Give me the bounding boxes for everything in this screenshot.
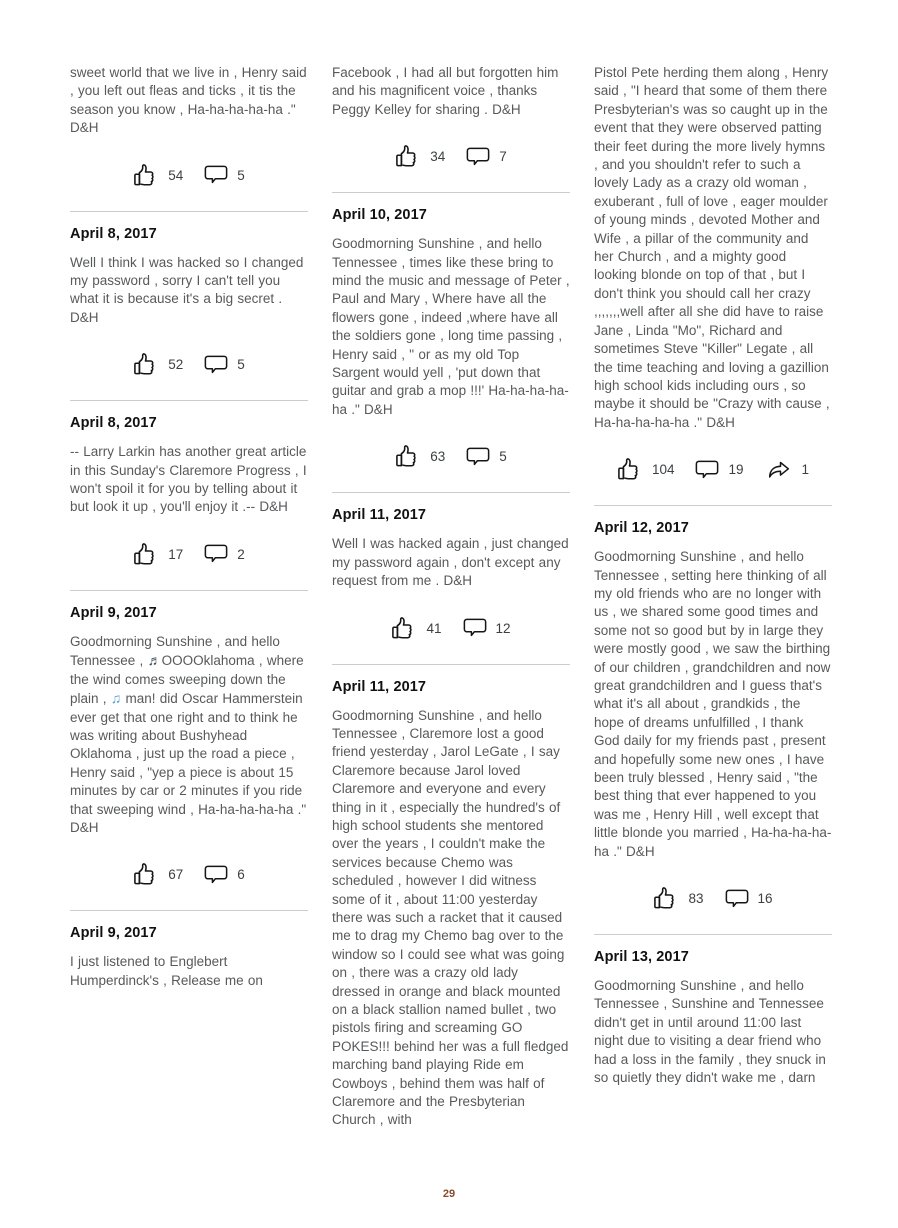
post-date: April 10, 2017 xyxy=(332,207,427,224)
post-body: Pistol Pete herding them along , Henry said , "I heard that some of them there Presbyterian's was so caught up in the event that they were observed patting their feet during the more lively hymns , and you shouldn't refer to such a lovely Lady as a crazy old woman , exuberant , full of love , eager moulder of young minds , devoted Mother and Wife , a pillar of the community and her Church , and a mighty good looking blonde on top of that , but I don't think you should call her crazy ,,,,,,,well after all she did have to raise Jane , Linda "Mo", Richard and sometimes Steve "Killer" Legate , all the time teaching and loving a gazillion high school kids including ours , so maybe it should be "Crazy with cause , Ha-ha-ha-ha-ha ." D&H xyxy=(594,65,830,430)
share-count: 1 xyxy=(801,462,810,478)
post-divider xyxy=(332,492,570,493)
post-date: April 8, 2017 xyxy=(70,225,157,242)
like-count: 54 xyxy=(168,167,184,183)
like-count: 34 xyxy=(430,149,446,165)
like-count: 83 xyxy=(688,891,704,907)
comment-count: 7 xyxy=(499,149,507,165)
post-date: April 8, 2017 xyxy=(70,415,157,432)
post-divider xyxy=(332,664,570,665)
comment-group xyxy=(203,352,245,378)
thumbs-up-icon xyxy=(133,351,160,378)
comment-bubble-icon xyxy=(203,162,229,188)
post-divider xyxy=(70,211,308,212)
comment-group xyxy=(724,886,773,912)
comment-group xyxy=(203,541,245,567)
comment-bubble-icon xyxy=(724,886,750,912)
post-body: Goodmorning Sunshine , and hello Tennessee , Sunshine and Tennessee didn't get in until around 11:00 last night due to visiting a dear friend who had a loss in the family , they snuck in so quietly they didn't wake me , darn xyxy=(594,978,826,1086)
like-count: 63 xyxy=(430,449,446,465)
post-body xyxy=(70,633,308,837)
thumbs-up-icon xyxy=(133,541,160,568)
thumbs-up-icon xyxy=(395,143,422,170)
thumbs-up-icon xyxy=(395,443,422,470)
comment-count: 19 xyxy=(728,462,744,478)
comment-group xyxy=(465,444,507,470)
post-date: April 11, 2017 xyxy=(332,678,427,695)
post-body: Goodmorning Sunshine , and hello Tennessee , times like these bring to mind the music and message of Peter , Paul and Mary , Where have all the flowers gone , indeed ,where have all the soldiers gone , long time passing , Henry said , " or as my old Top Sargent would yell , 'put down that guitar and grab a mop !!!' Ha-ha-ha-ha-ha ." D&H xyxy=(332,236,570,417)
thumbs-up-icon xyxy=(133,162,160,189)
like-group xyxy=(133,861,183,888)
comment-bubble-icon xyxy=(203,541,229,567)
comment-count: 5 xyxy=(499,449,507,465)
column-1 xyxy=(70,64,308,990)
post-divider xyxy=(70,590,308,591)
engagement-row xyxy=(332,143,570,170)
like-group xyxy=(617,456,675,483)
comment-bubble-icon xyxy=(462,615,488,641)
engagement-row xyxy=(70,351,308,378)
post-body: -- Larry Larkin has another great article in this Sunday's Claremore Progress , I won't spoil it for you by telling about it but look it up , you'll enjoy it .-- D&H xyxy=(70,444,307,515)
engagement-row xyxy=(70,861,308,888)
music-emoji-icon: ♬ xyxy=(147,652,162,669)
engagement-row xyxy=(332,443,570,470)
post-divider xyxy=(332,192,570,193)
post-body-segment: OOOOklahoma , where the wind comes sweeping down the plain , xyxy=(70,653,304,707)
post-body: I just listened to Englebert Humperdinck's , Release me on xyxy=(70,954,263,988)
engagement-row xyxy=(332,615,570,642)
post-body: Well I was hacked again , just changed my password again , don't except any request from me . D&H xyxy=(332,536,569,589)
comment-bubble-icon xyxy=(203,352,229,378)
like-count: 67 xyxy=(168,867,184,883)
like-group xyxy=(653,885,703,912)
page-number: 29 xyxy=(442,1188,456,1200)
like-group xyxy=(133,162,183,189)
post-date: April 13, 2017 xyxy=(594,949,689,966)
comment-count: 2 xyxy=(237,546,245,562)
like-group xyxy=(133,541,183,568)
comment-count: 16 xyxy=(757,891,773,907)
post-divider xyxy=(594,934,832,935)
comment-bubble-icon xyxy=(203,862,229,888)
post-divider xyxy=(70,400,308,401)
engagement-row xyxy=(594,885,832,912)
column-2 xyxy=(332,64,570,1130)
post-body-segment: Goodmorning Sunshine , and hello Tennessee , xyxy=(70,633,280,669)
post-body: Well I think I was hacked so I changed my password , sorry I can't tell you what it is because it's a big secret . D&H xyxy=(70,254,304,325)
share-arrow-icon xyxy=(764,457,794,483)
engagement-row xyxy=(594,456,832,483)
post-date: April 12, 2017 xyxy=(594,520,689,537)
like-group xyxy=(133,351,183,378)
engagement-row xyxy=(70,541,308,568)
thumbs-up-icon xyxy=(391,615,418,642)
comment-count: 6 xyxy=(237,867,245,883)
like-count: 17 xyxy=(168,546,184,562)
share-group xyxy=(764,457,810,483)
post-date: April 9, 2017 xyxy=(70,604,157,621)
like-group xyxy=(391,615,441,642)
comment-count: 5 xyxy=(237,167,245,183)
like-count: 41 xyxy=(426,620,442,636)
post-divider xyxy=(70,910,308,911)
thumbs-up-icon xyxy=(133,861,160,888)
like-group xyxy=(395,443,445,470)
post-body: Goodmorning Sunshine , and hello Tennessee , setting here thinking of all my old friends who are no longer with us , we shared some good times and some not so good but by in large they were mostly good , we saw the birthing of our children , grandchildren and now great grandchildren and I guess that's what it's all about , grandkids , the hope of dreams unfulfilled , I thank God daily for my friends past , present and hopefully some new ones , I have been truly blessed , Henry said , "the best thing that ever happened to you was me , Henry Hill , well except that little blonde you married , Ha-ha-ha-ha-ha ." D&H xyxy=(594,549,832,859)
post-date: April 9, 2017 xyxy=(70,925,157,942)
column-3 xyxy=(594,64,832,1087)
comment-bubble-icon xyxy=(465,144,491,170)
comment-group xyxy=(694,457,743,483)
music-emoji-icon: ♫ xyxy=(110,690,122,707)
post-date: April 11, 2017 xyxy=(332,507,427,524)
comment-group xyxy=(465,144,507,170)
post-divider xyxy=(594,505,832,506)
post-body: sweet world that we live in , Henry said , you left out fleas and ticks , it tis the season you know , Ha-ha-ha-ha-ha ." D&H xyxy=(70,65,307,136)
thumbs-up-icon xyxy=(617,456,644,483)
comment-count: 5 xyxy=(237,357,245,373)
comment-count: 12 xyxy=(495,620,511,636)
like-count: 52 xyxy=(168,357,184,373)
comment-group xyxy=(203,862,245,888)
like-count: 104 xyxy=(651,462,675,478)
like-group xyxy=(395,143,445,170)
engagement-row xyxy=(70,162,308,189)
thumbs-up-icon xyxy=(653,885,680,912)
comment-bubble-icon xyxy=(465,444,491,470)
post-body: Facebook , I had all but forgotten him and his magnificent voice , thanks Peggy Kelley for sharing . D&H xyxy=(332,65,559,117)
comment-group xyxy=(462,615,511,641)
comment-bubble-icon xyxy=(694,457,720,483)
post-body: Goodmorning Sunshine , and hello Tennessee , Claremore lost a good friend yesterday , Jarol LeGate , I say Claremore because Jarol loved Claremore and everyone and every thing in it , especially the hundred's of high school students she mentored over the years , I couldn't make the services because Chemo was scheduled , however I did witness some of it , about 11:00 yesterday there was such a racket that it caused me to drag my Chemo bag over to the window so I could see what was going on , there was a crazy old lady dressed in orange and black mounted on a black stallion named bullet , two pistols firing and screaming GO POKES!!! behind her was a full fledged marching band playing Ride em Cowboys , behind them was half of Claremore and the Presbyterian Church , with xyxy=(332,707,569,1128)
comment-group xyxy=(203,162,245,188)
post-body-segment: man! did Oscar Hammerstein ever get that one right and to think he was writing about Bushyhead Oklahoma , just up the road a piece , Henry said , "yep a piece is about 15 minutes by car or 2 minutes if you ride that sweeping wind , Ha-ha-ha-ha-ha ." D&H xyxy=(70,691,307,835)
